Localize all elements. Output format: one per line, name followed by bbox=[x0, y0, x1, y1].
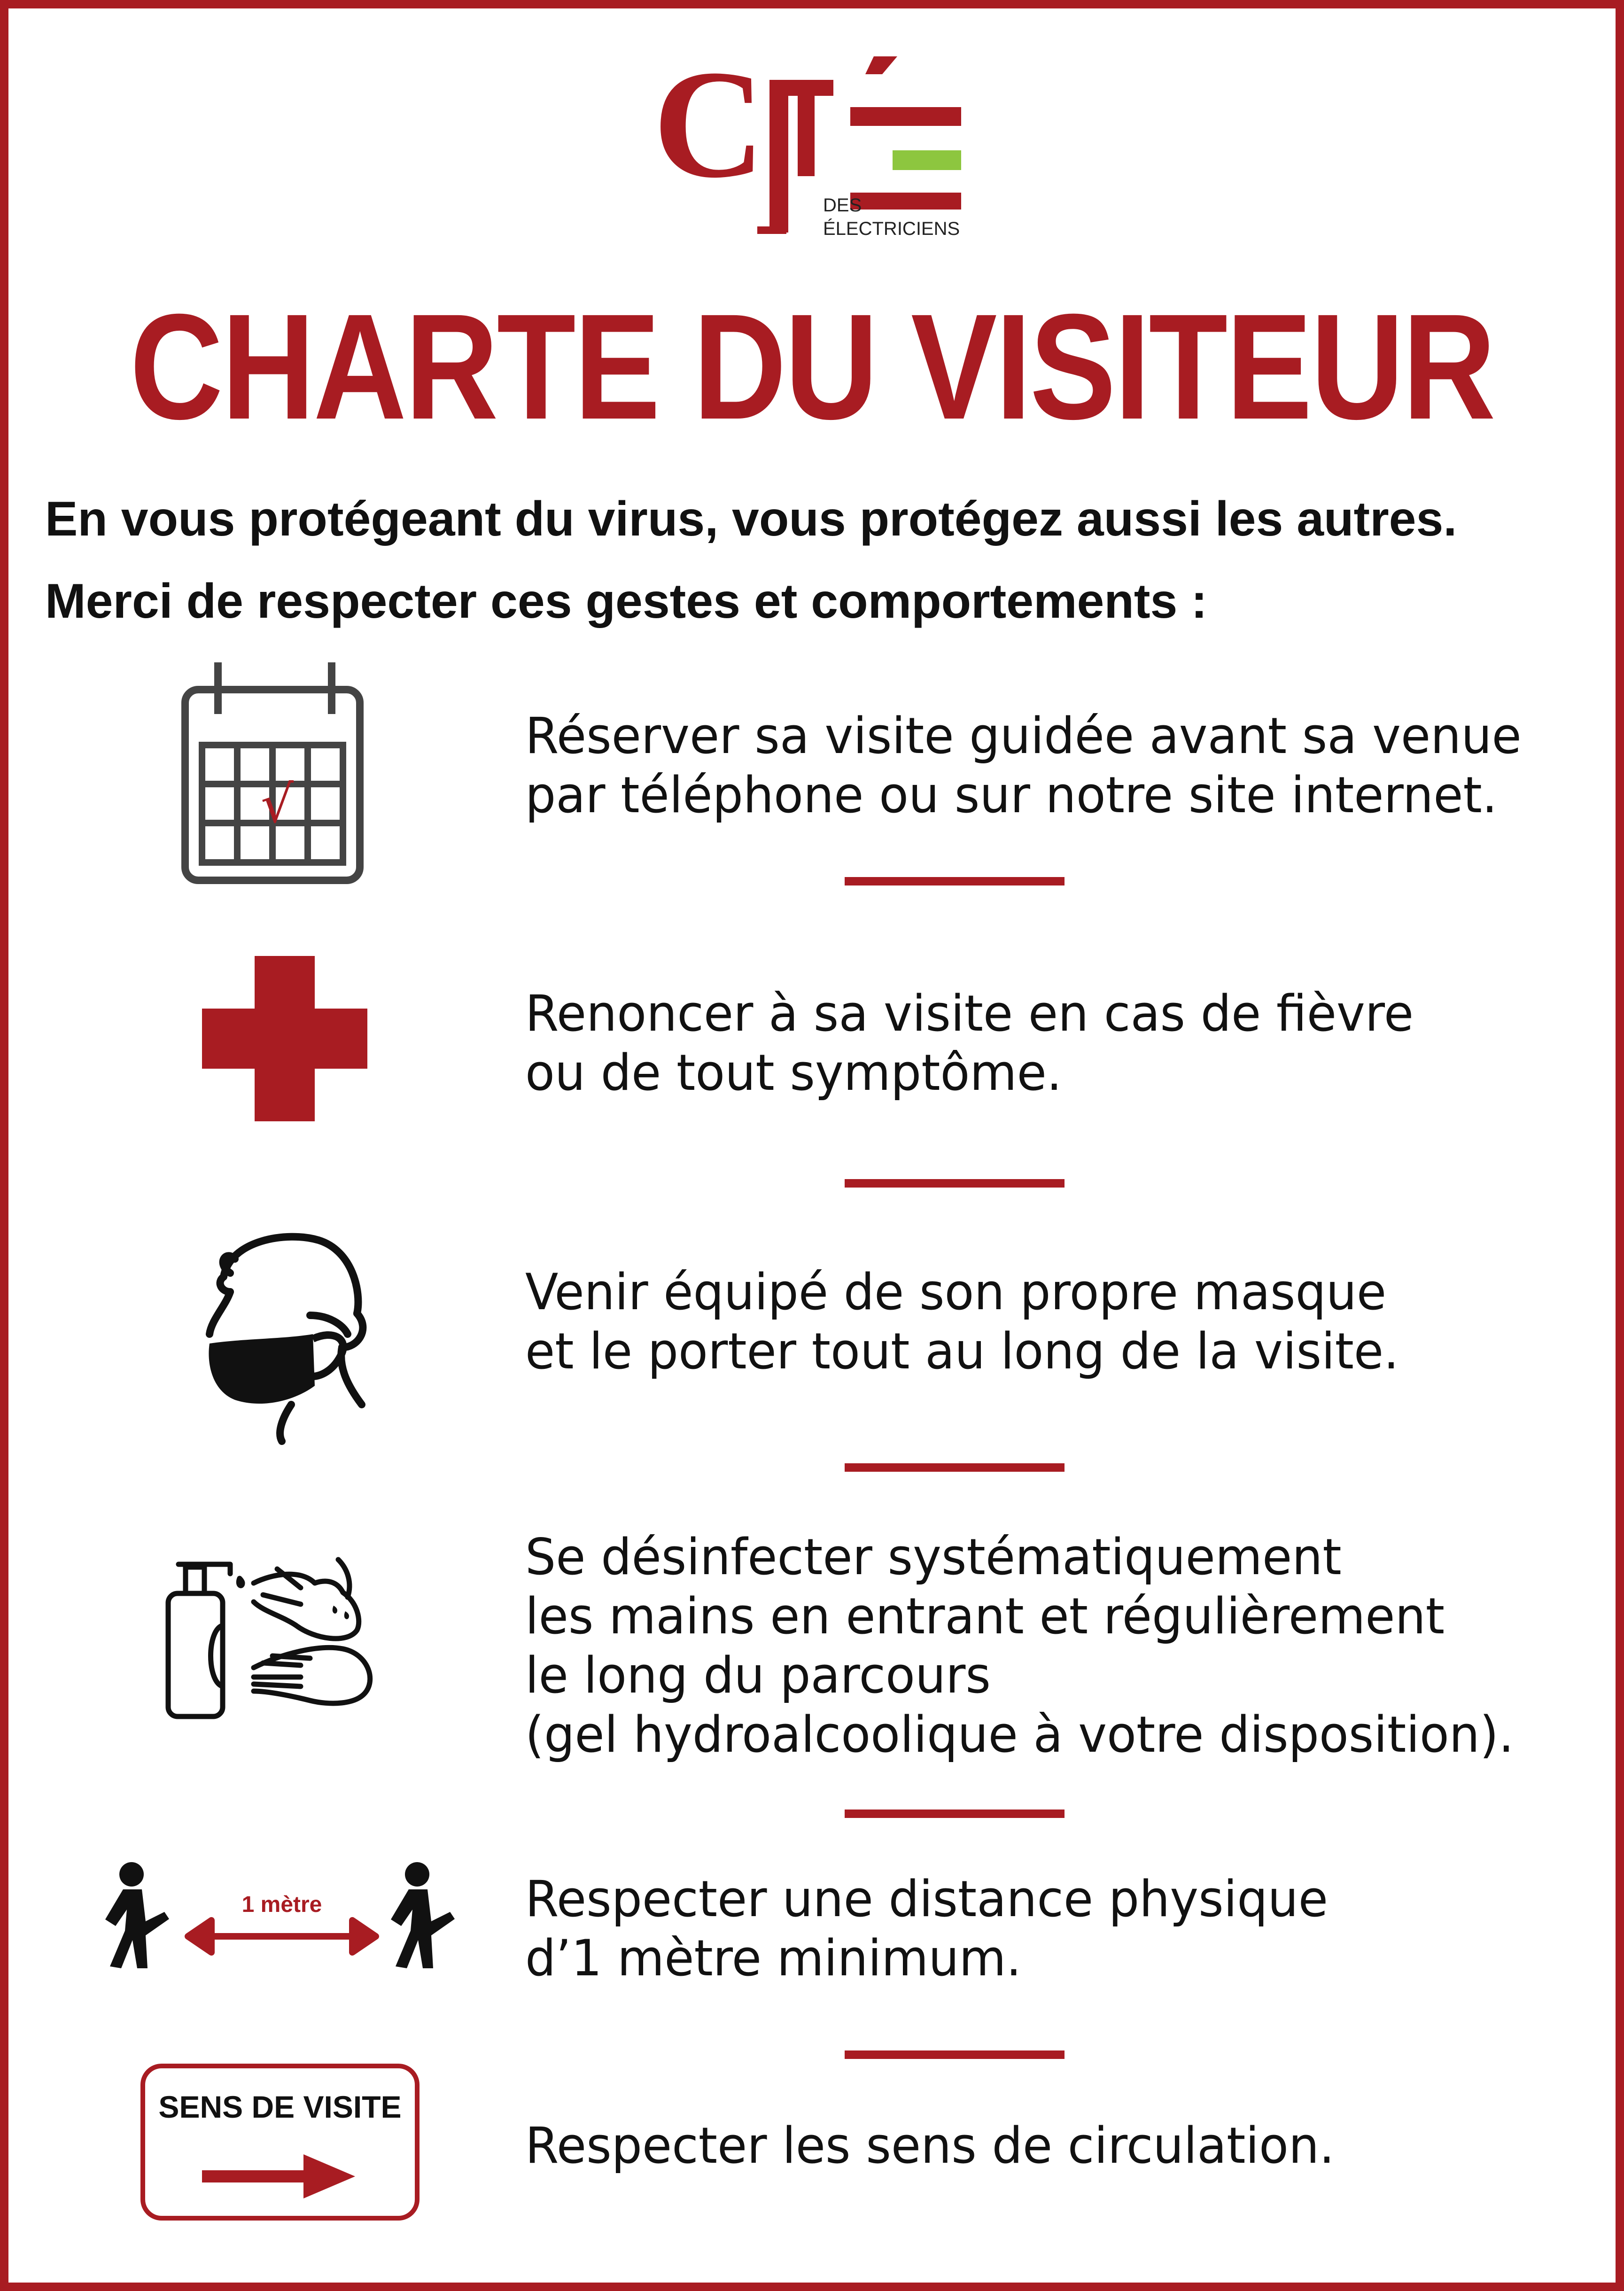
separator bbox=[845, 1179, 1065, 1188]
face-mask-icon bbox=[193, 1221, 376, 1447]
rule-text-6: Respecter les sens de circulation. bbox=[525, 2117, 1335, 2175]
separator bbox=[845, 1463, 1065, 1472]
distance-label: 1 mètre bbox=[241, 1892, 322, 1917]
hand-sanitizer-icon bbox=[160, 1550, 409, 1719]
rule-text-5: Respecter une distance physique d’1 mètre minimum. bbox=[525, 1870, 1328, 1987]
logo-letters: C bbox=[653, 52, 765, 210]
distance-icon bbox=[99, 1860, 465, 1973]
red-cross-icon bbox=[202, 956, 367, 1121]
direction-sign-label: SENS DE VISITE bbox=[158, 2089, 402, 2124]
separator bbox=[845, 1810, 1065, 1818]
rule-text-4: Se désinfecter systématiquement les mains en entrant et régulièrement le long du parcours (gel hydroalcoolique à votre disposition). bbox=[525, 1528, 1514, 1763]
svg-text:√: √ bbox=[260, 774, 294, 834]
rule-text-3: Venir équipé de son propre masque et le porter tout au long de la visite. bbox=[525, 1263, 1399, 1380]
cite-logo bbox=[653, 52, 977, 240]
logo-sub-des: DES bbox=[823, 195, 862, 216]
direction-sign-icon bbox=[139, 2062, 421, 2222]
intro-line-1: En vous protégeant du virus, vous protégez aussi les autres. bbox=[45, 492, 1457, 546]
logo-sub-electriciens: ÉLECTRICIENS bbox=[823, 218, 960, 239]
intro-line-2: Merci de respecter ces gestes et comportements : bbox=[45, 574, 1207, 629]
rule-text-1: Réserver sa visite guidée avant sa venue par téléphone ou sur notre site internet. bbox=[525, 707, 1522, 824]
calendar-check-icon bbox=[179, 662, 376, 888]
rule-text-2: Renoncer à sa visite en cas de fièvre ou de tout symptôme. bbox=[525, 985, 1414, 1102]
page-title: CHARTE DU VISITEUR bbox=[130, 282, 1494, 450]
separator bbox=[845, 877, 1065, 885]
separator bbox=[845, 2050, 1065, 2059]
